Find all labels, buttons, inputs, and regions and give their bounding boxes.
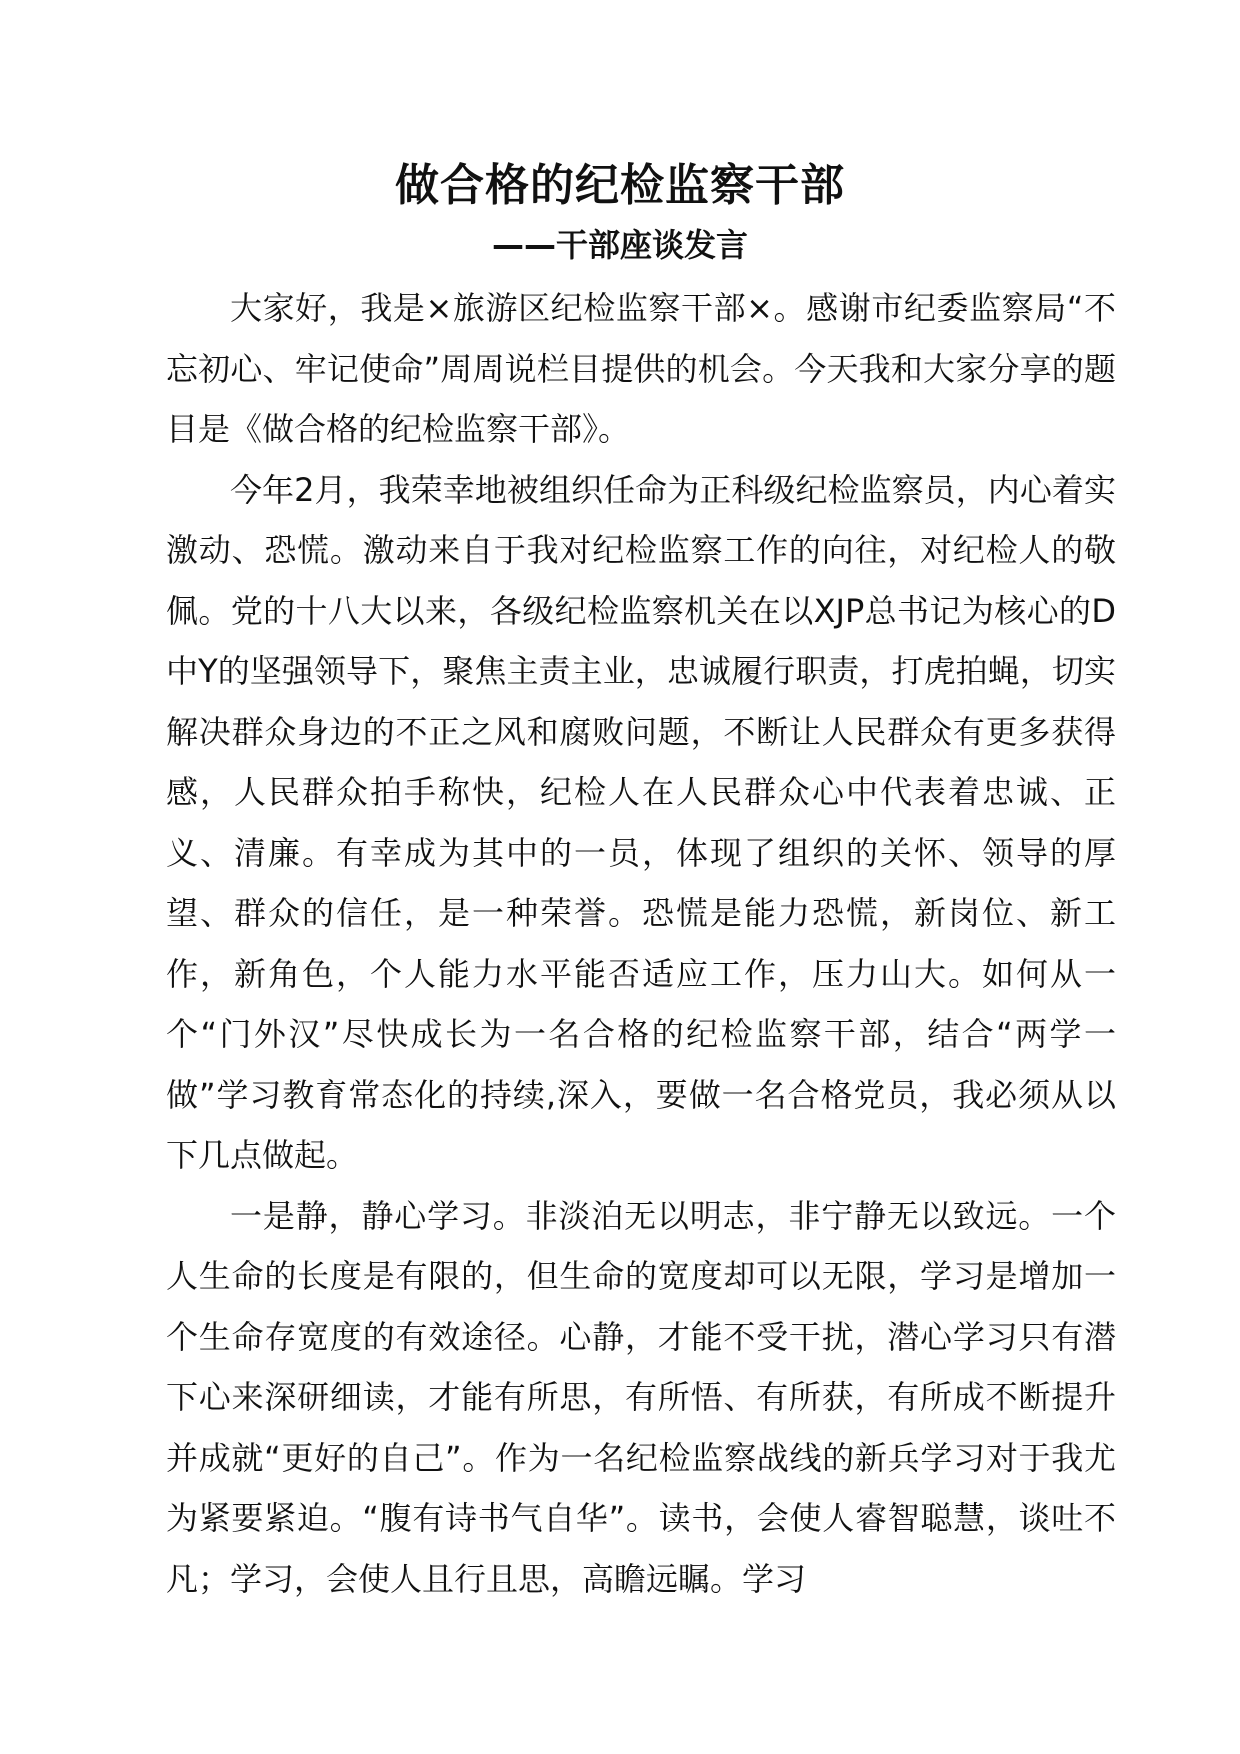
paragraph-study: 一是静，静心学习。非淡泊无以明志，非宁静无以致远。一个人生命的长度是有限的，但生命的宽度却可以无限，学习是增加一个生命存宽度的有效途径。心静，才能不受干扰，潜心学习只有潜下心来深研细读，才能有所思，有所悟、有所获，有所成不断提升并成就“更好的自己”。作为一名纪检监察战线的新兵学习对于我尤为紧要紧迫。“腹有诗书气自华”。读书，会使人睿智聪慧，谈吐不凡；学习，会使人且行且思，高瞻远瞩。学习 <box>166 1196 1116 1598</box>
paragraph-greeting: 大家好，我是×旅游区纪检监察干部×。感谢市纪委监察局“不忘初心、牢记使命”周周说栏目提供的机会。今天我和大家分享的题目是《做合格的纪检监察干部》。 <box>166 289 1116 448</box>
paragraph-appointment: 今年2月，我荣幸地被组织任命为正科级纪检监察员，内心着实激动、恐慌。激动来自于我对纪检监察工作的向往，对纪检人的敬佩。党的十八大以来，各级纪检监察机关在以XJP总书记为核心的D中Y的坚强领导下，聚焦主责主业，忠诚履行职责，打虎拍蝇，切实解决群众身边的不正之风和腐败问题，不断让人民群众有更多获得感，人民群众拍手称快，纪检人在人民群众心中代表着忠诚、正义、清廉。有幸成为其中的一员，体现了组织的关怀、领导的厚望、群众的信任，是一种荣誉。恐慌是能力恐慌，新岗位、新工作，新角色，个人能力水平能否适应工作，压力山大。如何从一个“门外汉”尽快成长为一名合格的纪检监察干部，结合“两学一做”学习教育常态化的持续,深入，要做一名合格党员，我必须从以下几点做起。 <box>166 470 1116 1174</box>
document-body <box>166 278 1116 1609</box>
document-subtitle: ——干部座谈发言 <box>491 226 748 264</box>
document-title: 做合格的纪检监察干部 <box>395 160 845 211</box>
